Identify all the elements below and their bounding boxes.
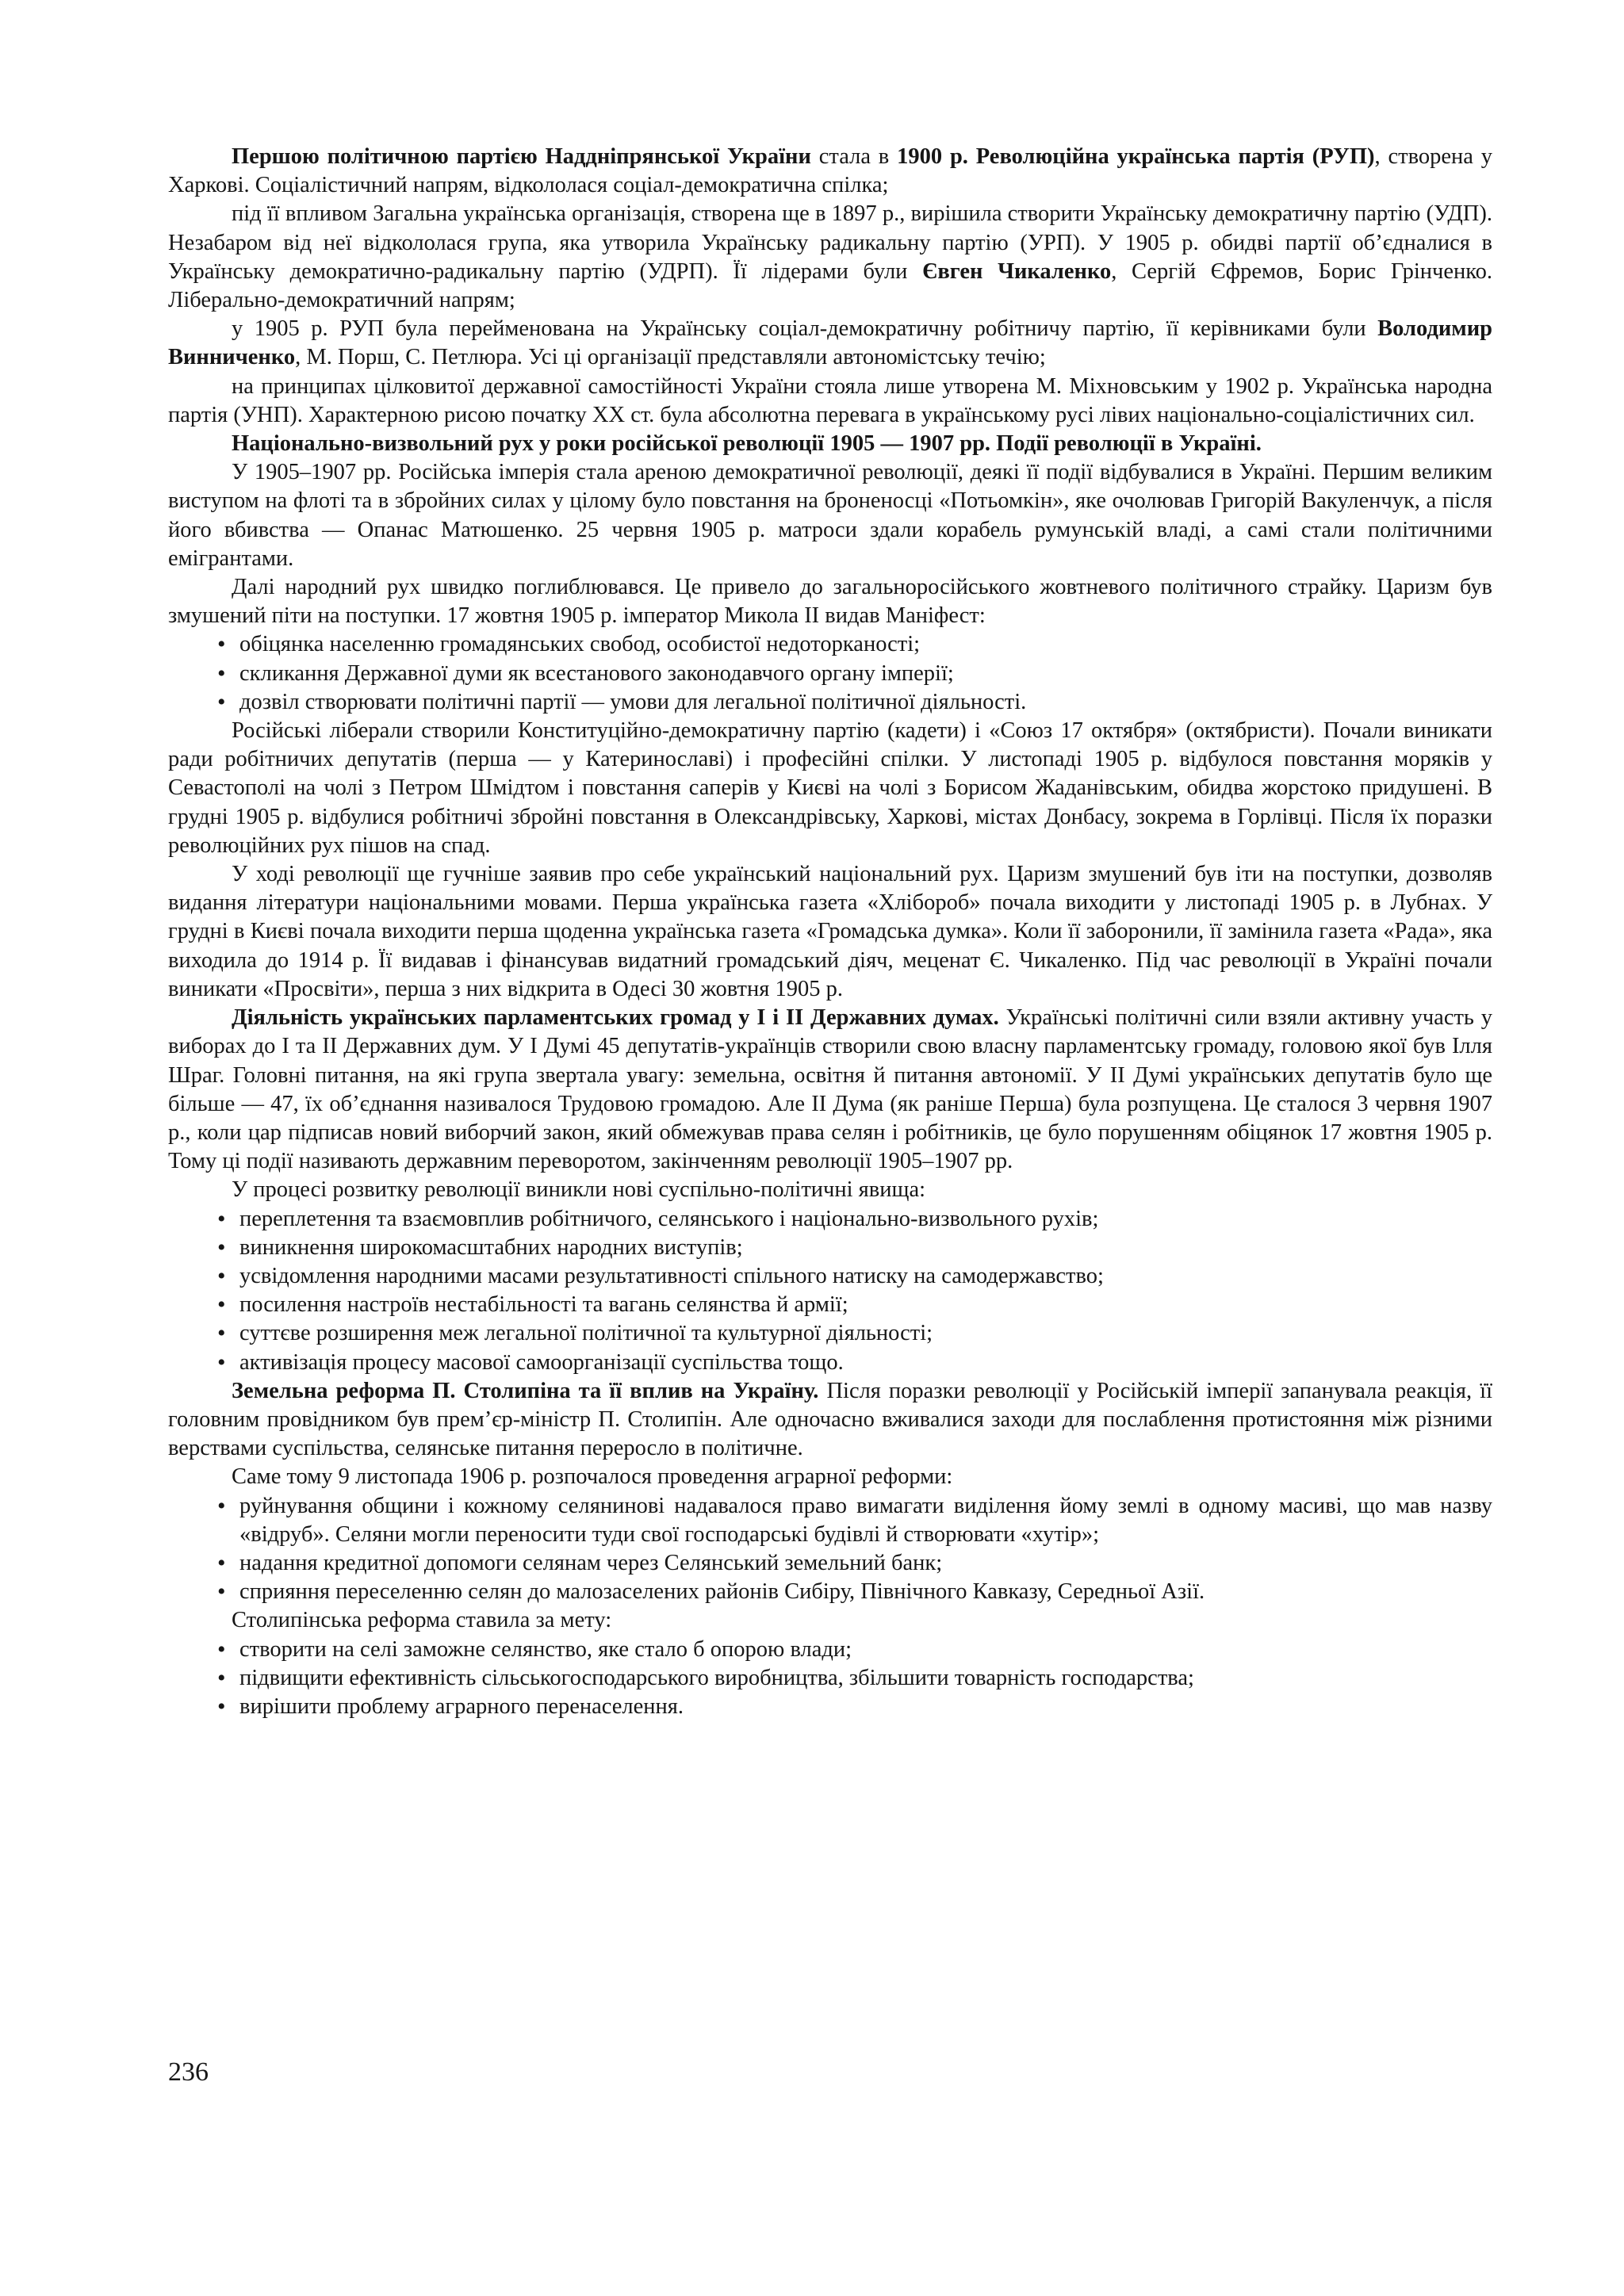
- bold-phrase: Євген Чикаленко: [907, 258, 1112, 284]
- paragraph: Далі народний рух швидко поглиблювався. Це привело до загальноросійського жовтневого політичного страйку. Царизм був змушений піти на поступки. 17 жовтня 1905 р. імператор Микола II видав Маніфест:: [168, 575, 1492, 629]
- list-item: • сприяння переселенню селян до малозаселених районів Сибіру, Північного Кавказу, Середньої Азії.: [168, 1578, 1492, 1606]
- list-item: • переплетення та взаємовплив робітничого, селянського і національно-визвольного рухів;: [168, 1205, 1492, 1234]
- list-item: • активізація процесу масової самоорганізації суспільства тощо.: [168, 1349, 1492, 1377]
- text-run: , Сергій Єфремов, Борис Грінченко. Ліберально-демократичний напрям;: [168, 258, 1492, 313]
- bold-phrase: 1900 р. Революційна українська партія (РУП): [897, 144, 1375, 169]
- paragraph: У ході революції ще гучніше заявив про себе український національний рух. Царизм змушений був іти на поступки, дозволяв видання літератури національними мовами. Перша українська газета «Хлібороб» почала виходити у листопаді 1905 р. в Лубнах. У грудні в Києві почала виходити перша щоденна українська газета «Громадська думка». Коли її заборонили, її замінила газета «Рада», яка виходила до 1914 р. Її видавав і фінансував видатний громадський діяч, меценат Є. Чикаленко. Під час революції в Україні почали виникати «Просвіти», перша з них відкрита в Одесі 30 жовтня 1905 р.: [168, 862, 1492, 1001]
- list-item: • скликання Державної думи як всестанового законодавчого органу імперії;: [168, 660, 1492, 688]
- page-number: 236: [168, 2057, 209, 2087]
- paragraph: Російські ліберали створили Конституційно-демократичну партію (кадети) і «Союз 17 октября» (октябристи). Почали виникати ради робітничих депутатів (перша — у Катеринославі) і професійні спілки. У листопаді 1905 р. відбулося повстання моряків у Севастополі на чолі з Петром Шмідтом і повстання саперів у Києві на чолі з Борисом Жаданівським, обидва жорстоко придушені. В грудні 1905 р. відбулися робітничі збройні повстання в Олександрівську, Харкові, містах Донбасу, зокрема в Горлівці. Після їх поразки революційних рух пішов на спад.: [168, 718, 1492, 858]
- paragraph: У 1905–1907 рр. Російська імперія стала ареною демократичної революції, деякі її події відбувалися в Україні. Першим великим виступом на флоті та в збройних силах у цілому було повстання на броненосці «Потьомкін», яке очолював Григорій Вакуленчук, а після його вбивства — Опанас Матюшенко. 25 червня 1905 р. матроси здали корабель румунській владі, а самі стали політичними емігрантами.: [168, 460, 1492, 571]
- section-heading: [168, 430, 1492, 458]
- bullet-list: [168, 1492, 1492, 1607]
- paragraph: [168, 200, 1492, 315]
- paragraph: [168, 315, 1492, 372]
- bullet-list: [168, 1636, 1492, 1722]
- list-item: • посилення настроїв нестабільності та вагань селянства й армії;: [168, 1291, 1492, 1319]
- paragraph: Саме тому 9 листопада 1906 р. розпочалося проведення аграрної реформи:: [232, 1464, 953, 1490]
- paragraph: Столипінська реформа ставила за мету:: [232, 1608, 612, 1633]
- list-item: • підвищити ефективність сільськогосподарського виробництва, збільшити товарність господарства;: [168, 1664, 1492, 1693]
- text-run: Після поразки революції у Російській імперії запанувала реакція, її головним провідником був прем’єр-міністр П. Столипін. Але одночасно вживалися заходи для послаблення протистояння між різними верствами суспільства, селянське питання переросло в політичне.: [168, 1378, 1492, 1461]
- text-run: Українські політичні сили взяли активну участь у виборах до І та ІІ Державних дум. У І Думі 45 депутатів-українців створили свою власну парламентську громаду, головою якої був Ілля Шраг. Головні питання, на які група звертала увагу: земельна, освітня й питання автономії. У ІІ Думі українських депутатів було ще більше — 47, їх об’єднання називалося Трудовою громадою. Але ІІ Дума (як раніше Перша) була розпущена. Це сталося 3 червня 1907 р., коли цар підписав новий виборчий закон, який обмежував права селян і робітників, це було порушенням обіцянок 17 жовтня 1905 р. Тому ці події називають державним переворотом, закінченням революції 1905–1907 рр.: [168, 1005, 1492, 1174]
- text-run: , М. Порш, С. Петлюра. Усі ці організації представляли автономістську течію;: [295, 345, 1046, 370]
- text-run: стала в: [810, 144, 898, 169]
- list-item: • дозвіл створювати політичні партії — умови для легальної політичної діяльності.: [168, 688, 1492, 717]
- paragraph: [168, 143, 1492, 200]
- list-item: • надання кредитної допомоги селянам через Селянський земельний банк;: [168, 1549, 1492, 1578]
- heading-text: Національно-визвольний рух у роки російської революції 1905 — 1907 рр. Події революції в Україні.: [232, 431, 1262, 457]
- paragraph: [168, 1377, 1492, 1464]
- heading-text: Діяльність українських парламентських громад у І і ІІ Державних думах.: [232, 1005, 999, 1031]
- bullet-list: [168, 630, 1492, 717]
- heading-text: Земельна реформа П. Столипіна та її вплив на Україну.: [232, 1378, 819, 1403]
- paragraph: У процесі розвитку революції виникли нові суспільно-політичні явища:: [232, 1177, 926, 1203]
- paragraph: [168, 1004, 1492, 1176]
- paragraph: на принципах цілковитої державної самостійності України стояла лише утворена М. Міхновським у 1902 р. Українська народна партія (УНП). Характерною рисою початку XX ст. була абсолютна перевага в українському русі лівих національно-соціалістичних сил.: [168, 373, 1492, 427]
- document-body: [168, 143, 1492, 1721]
- list-item: • руйнування общини і кожному селянинові надавалося право вимагати виділення йому землі в одному масиві, що мав назву «відруб». Селяни могли переносити туди свої господарські будівлі й створювати «хутір»;: [168, 1492, 1492, 1549]
- bold-phrase: Володимир Винниченко: [168, 316, 1492, 370]
- list-item: • виникнення широкомасштабних народних виступів;: [168, 1234, 1492, 1262]
- list-item: • усвідомлення народними масами результативності спільного натиску на самодержавство;: [168, 1262, 1492, 1291]
- list-item: • створити на селі заможне селянство, яке стало б опорою влади;: [168, 1636, 1492, 1664]
- text-run: під її впливом Загальна українська організація, створена ще в 1897 р., вирішила створити Українську демократичну партію (УДП). Незабаром від неї відкололася група, яка утворила Українську радикальну партію (УРП). У 1905 р. обидві партії об’єдналися в Українську демократично-радикальну партію (УДРП). Її лідерами були: [168, 201, 1492, 284]
- bullet-list: [168, 1205, 1492, 1377]
- text-run: , створена у Харкові. Соціалістичний напрям, відкололася соціал-демократична спілка;: [168, 144, 1493, 198]
- list-item: • обіцянка населенню громадянських свобод, особистої недоторканості;: [168, 630, 1492, 659]
- list-item: • суттєве розширення меж легальної політичної та культурної діяльності;: [168, 1319, 1492, 1348]
- bold-phrase: Першою політичною партією Наддніпрянської України: [232, 144, 811, 169]
- list-item: • вирішити проблему аграрного перенаселення.: [168, 1693, 1492, 1721]
- text-run: у 1905 р. РУП була перейменована на Українську соціал-демократичну робітничу партію, її керівниками були: [232, 316, 1378, 342]
